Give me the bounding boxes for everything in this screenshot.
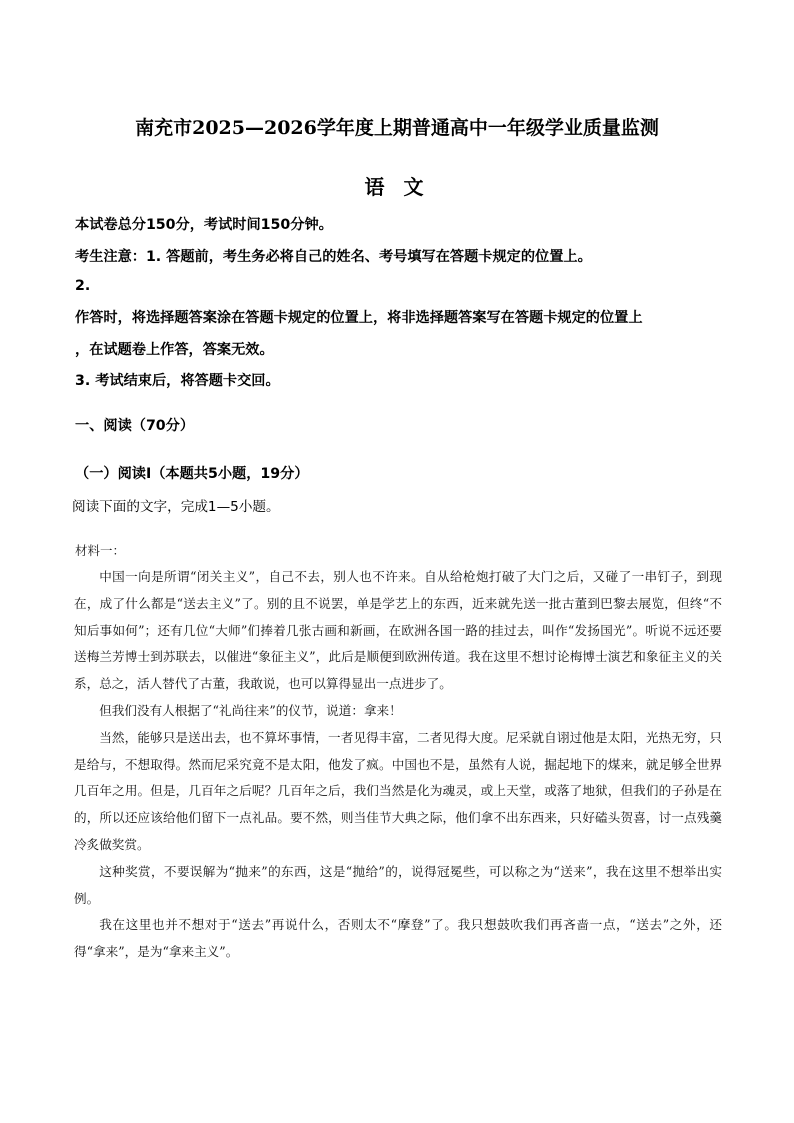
section-heading: 一、阅读（70分） <box>75 418 195 434</box>
passage-paragraph: 当然，能够只是送出去，也不算坏事情，一者见得丰富，二者见得大度。尼采就自诩过他是太阳，光热无穷，只是给与，不想取得。然而尼采究竟不是太阳，他发了疯。中国也不是，虽然有人说，掘起地下的煤来，就足够全世界几百年之用。但是，几百年之后呢？几百年之后，我们当然是化为魂灵，或上天堂，或落了地狱，但我们的子孙是在的，所以还应该给他们留下一点礼品。要不然，则当佳节大典之际，他们拿不出东西来，只好磕头贺喜，讨一点残羹冷炙做奖赏。 <box>74 729 722 852</box>
subject-title: 语 文 <box>364 175 430 199</box>
passage-paragraph: 这种奖赏，不要误解为“抛来”的东西，这是“抛给”的，说得冠冕些，可以称之为“送来”，我在这里不想举出实例。 <box>74 863 722 906</box>
passage-paragraph: 我在这里也并不想对于“送去”再说什么，否则太不“摩登”了。我只想鼓吹我们再吝啬一点，“送去”之外，还得“拿来”，是为“拿来主义”。 <box>74 917 722 960</box>
passage-paragraph: 但我们没有人根据了“礼尚往来”的仪节，说道：拿来！ <box>99 702 402 718</box>
instruction-line-1: 本试卷总分150分，考试时间150分钟。 <box>75 217 333 233</box>
instruction-line-4: 作答时，将选择题答案涂在答题卡规定的位置上，将非选择题答案写在答题卡规定的位置上 <box>75 310 643 326</box>
instruction-line-2: 考生注意：1. 答题前，考生务必将自己的姓名、考号填写在答题卡规定的位置上。 <box>75 249 592 265</box>
instruction-line-5: ，在试题卷上作答，答案无效。 <box>75 342 274 358</box>
instruction-line-3: 2. <box>75 278 91 294</box>
reading-prompt: 阅读下面的文字，完成1—5小题。 <box>72 499 280 515</box>
instruction-line-6: 3. 考试结束后，将答题卡交回。 <box>75 373 280 389</box>
passage-paragraph: 中国一向是所谓“闭关主义”，自己不去，别人也不许来。自从给枪炮打破了大门之后，又碰了一串钉子，到现在，成了什么都是“送去主义”了。别的且不说罢，单是学艺上的东西，近来就先送一批古董到巴黎去展览，但终“不知后事如何”；还有几位“大师”们捧着几张古画和新画，在欧洲各国一路的挂过去，叫作“发扬国光”。听说不远还要送梅兰芳博士到苏联去，以催进“象征主义”，此后是顺便到欧洲传道。我在这里不想讨论梅博士演艺和象征主义的关系，总之，活人替代了古董，我敢说，也可以算得显出一点进步了。 <box>74 569 722 692</box>
section-subheading: （一）阅读I（本题共5小题，19分） <box>75 466 309 482</box>
exam-title: 南充市2025—2026学年度上期普通高中一年级学业质量监测 <box>135 117 659 139</box>
passage-text <box>74 564 722 966</box>
material-label: 材料一： <box>75 543 126 558</box>
